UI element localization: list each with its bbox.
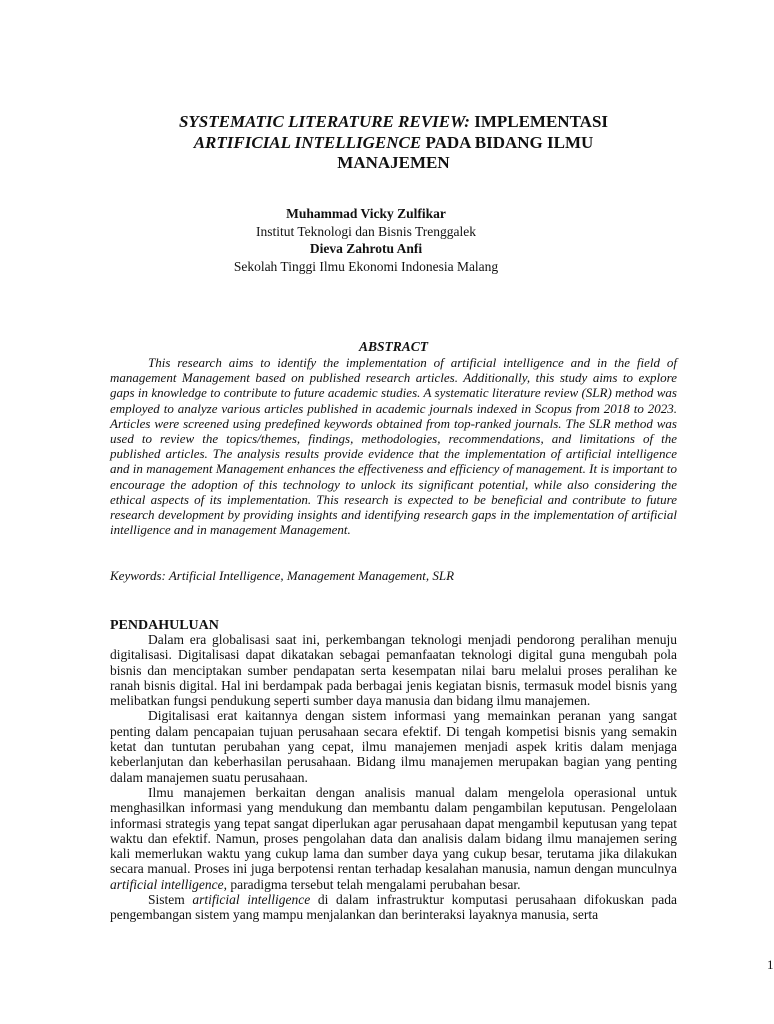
section-heading: PENDAHULUAN xyxy=(110,618,219,633)
abstract-text: This research aims to identify the implementation of artificial intelligence and in the field of management Management based on published research articles. Additionally, this study aims to explore gaps in knowledge to contribute to future academic studies. A systematic literature review (SLR) method was employed to analyze various articles published in academic journals indexed in Scopus from 2018 to 2023. Articles were screened using predefined keywords obtained from top-ranked journals. The SLR method was used to review the topics/themes, findings, methodologies, recommendations, and limitations of the published articles. The analysis results provide evidence that the implementation of artificial intelligence and in management Management enhances the effectiveness and efficiency of management. It is important to encourage the adoption of this technology to unlock its significant potential, while also considering the ethical aspects of its implementation. This research is expected to be beneficial and contribute to future research development by providing insights and identifying research gaps in the implementation of artificial intelligence and in management Management. xyxy=(110,355,677,538)
page-number: 1 xyxy=(767,957,774,972)
author-name: Muhammad Vicky Zulfikar xyxy=(286,206,446,221)
title-line-2: ARTIFICIAL INTELLIGENCE PADA BIDANG ILMU xyxy=(193,132,594,152)
body-paragraph: Digitalisasi erat kaitannya dengan sistem informasi yang memainkan peranan yang sangat penting dalam pencapaian tujuan perusahaan secara efektif. Di tengah kompetisi bisnis yang semakin ketat dan tuntutan perubahan yang cepat, ilmu manajemen menjadi aspek kritis dalam menjaga keberlanjutan dan keberhasilan perusahaan. Bidang ilmu manajemen merupakan bagian yang penting dalam manajemen suatu perusahaan. xyxy=(110,708,677,785)
author-affiliation: Sekolah Tinggi Ilmu Ekonomi Indonesia Malang xyxy=(233,258,499,274)
body-paragraph: Dalam era globalisasi saat ini, perkembangan teknologi menjadi pendorong peralihan menuju digitalisasi. Digitalisasi dapat dikatakan sebagai pemanfaatan teknologi digital guna mengubah pola bisnis dan menciptakan sumber pendapatan serta kesempatan nilai baru melalui proses peralihan ke ranah bisnis digital. Hal ini berdampak pada berbagai jenis kegiatan bisnis, termasuk model bisnis yang melibatkan fungsi pendukung seperti sumber daya manusia dan bidang ilmu manajemen. xyxy=(110,632,677,709)
author-name: Dieva Zahrotu Anfi xyxy=(309,241,423,256)
title-line-3: MANAJEMEN xyxy=(337,153,450,172)
body-paragraph: Sistem artificial intelligence di dalam infrastruktur komputasi perusahaan difokuskan pada pengembangan sistem yang mampu menjalankan dan berinteraksi layaknya manusia, serta xyxy=(110,892,677,923)
author-affiliation: Institut Teknologi dan Bisnis Trenggalek xyxy=(255,223,477,239)
author-block xyxy=(110,205,622,275)
abstract-heading: ABSTRACT xyxy=(358,339,429,354)
paper-title xyxy=(110,112,677,174)
body-paragraph: Ilmu manajemen berkaitan dengan analisis manual dalam mengelola operasional untuk menghasilkan informasi yang mendukung dan membantu dalam pengambilan keputusan. Pengelolaan informasi strategis yang tepat sangat diperlukan agar perusahaan dapat mengambil keputusan yang tepat waktu dan efektif. Namun, proses pengolahan data dan analisis dalam bidang ilmu manajemen sering kali memerlukan waktu yang cukup lama dan sumber daya yang cukup besar, terutama jika dilakukan secara manual. Proses ini juga berpotensi rentan terhadap kesalahan manusia, namun dengan munculnya artificial intelligence, paradigma tersebut telah mengalami perubahan besar. xyxy=(110,784,677,892)
title-line-1: SYSTEMATIC LITERATURE REVIEW: IMPLEMENTASI xyxy=(178,112,609,131)
section-body xyxy=(110,632,677,923)
keywords: Keywords: Artificial Intelligence, Management Management, SLR xyxy=(110,568,455,583)
